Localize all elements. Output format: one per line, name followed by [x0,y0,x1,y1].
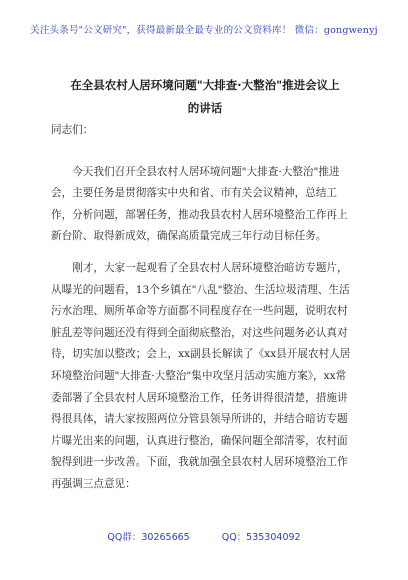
paragraph-2: 刚才，大家一起观看了全县农村人居环境整治暗访专题片，从曝光的问题看，13个乡镇在"八乱"整治、生活垃圾清理、生活污水治理、厕所革命等方面都不同程度存在一些问题，说明农村脏乱差等问题还没有得到全面彻底整治，对这些问题务必认真对待，切实加以整改；会上，xx副县长解读了《xx县开展农村人居环境整治问题"大排查·大整治"集中攻坚月活动实施方案》，xx常委部署了全县农村人居环境整治工作，任务讲得很清楚，措施讲得很具体，请大家按照两位分管县领导所讲的，并结合暗访专题片曝光出来的问题，认真进行整治，确保问题全部清零，农村面貌得到进一步改善。下面，我就加强全县农村人居环境整治工作再强调三点意见： [51,261,351,490]
paragraph-1: 今天我们召开全县农村人居环境问题"大排查·大整治"推进会，主要任务是贯彻落实中央和省、市有关会议精神，总结工作，分析问题，部署任务，推动我县农村人居环境整治工作再上新台阶、取得新成效，确保高质量完成三年行动目标任务。 [51,165,348,243]
title-line-2: 的讲话 [187,101,223,115]
document-title [40,74,370,120]
footer-qq-group: QQ群：30265665 [107,532,190,543]
document-body [51,120,351,496]
title-line-1: 在全县农村人居环境问题"大排查·大整治"推进会议上 [70,78,340,92]
greeting: 同志们： [51,124,94,136]
footer-qq: QQ：535304092 [221,532,301,543]
header-banner: 关注头条号"公文研究"，获得最新最全最专业的公文资料库！ 微信：gongwenyj [30,25,378,36]
footer-contact [0,529,408,543]
